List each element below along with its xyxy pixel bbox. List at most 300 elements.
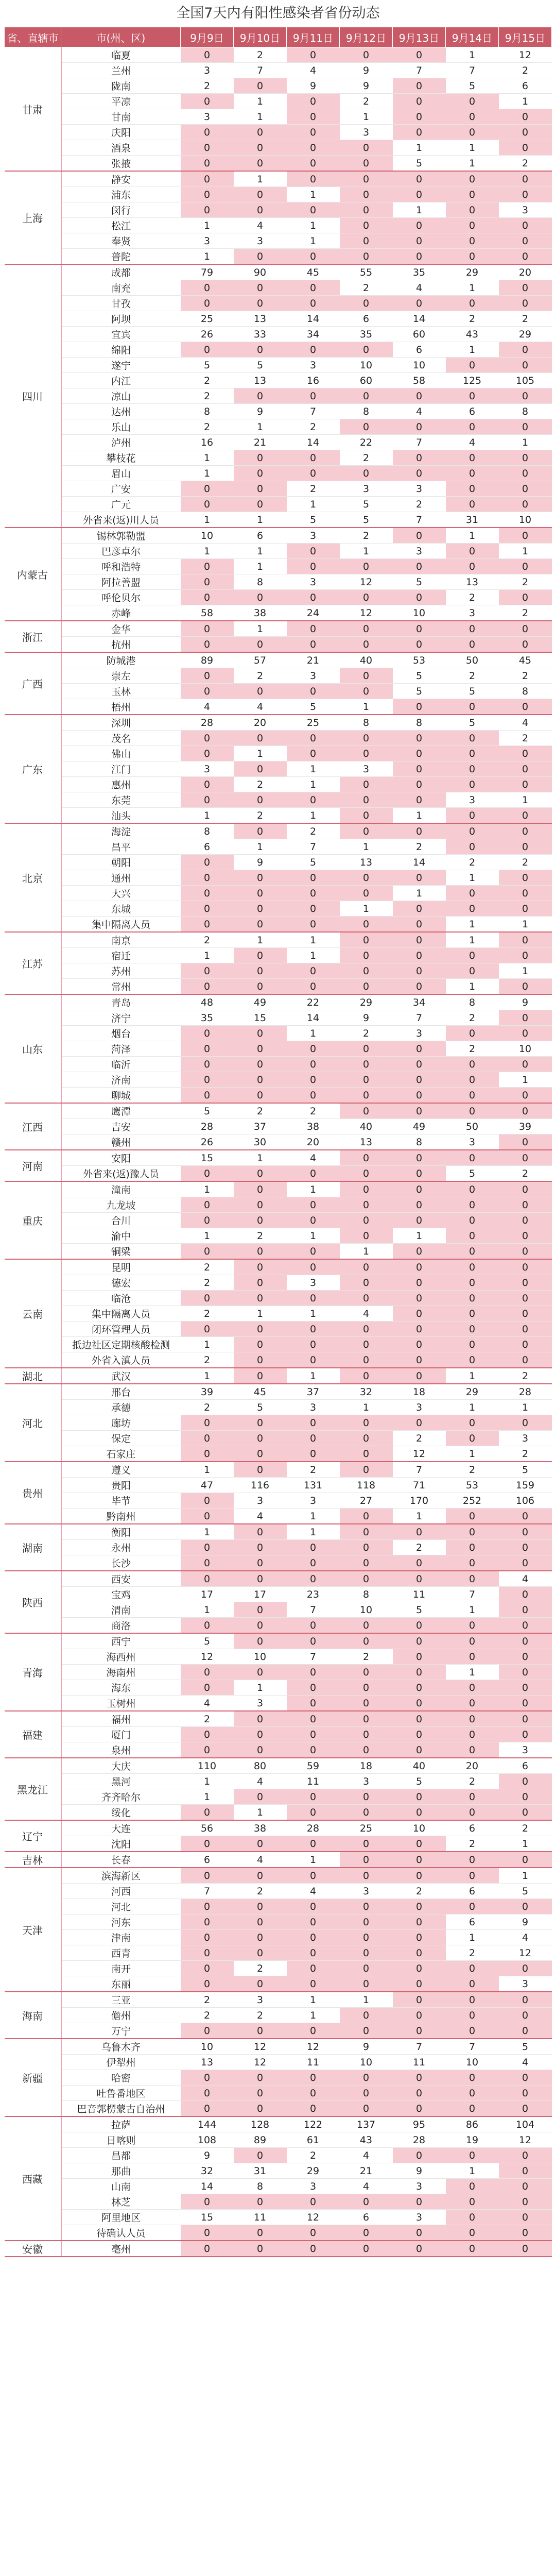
count-cell: 11 (287, 1774, 340, 1789)
table-row (5, 715, 552, 731)
table-row (5, 1758, 552, 1774)
count-cell: 14 (393, 311, 446, 327)
count-cell: 0 (181, 668, 234, 684)
count-cell: 0 (234, 450, 287, 466)
count-cell: 0 (181, 777, 234, 792)
count-cell: 5 (446, 78, 499, 94)
city-cell: 津南 (61, 1930, 181, 1945)
count-cell: 32 (181, 2163, 234, 2179)
count-cell: 0 (499, 1649, 552, 1665)
count-cell: 0 (181, 280, 234, 296)
table-row (5, 2194, 552, 2210)
city-cell: 茂名 (61, 731, 181, 746)
count-cell: 5 (393, 574, 446, 590)
count-cell: 0 (287, 1836, 340, 1852)
count-cell: 0 (446, 2225, 499, 2241)
count-cell: 0 (181, 746, 234, 761)
count-cell: 35 (340, 327, 393, 342)
count-cell: 0 (446, 218, 499, 233)
count-cell: 0 (287, 1555, 340, 1571)
count-cell: 11 (393, 1587, 446, 1602)
table-row (5, 746, 552, 761)
table-row (5, 1649, 552, 1665)
count-cell: 0 (446, 901, 499, 917)
city-cell: 济宁 (61, 1010, 181, 1026)
count-cell: 0 (499, 171, 552, 187)
count-cell: 0 (499, 839, 552, 855)
count-cell: 0 (499, 1321, 552, 1337)
table-row (5, 388, 552, 404)
count-cell: 0 (234, 1571, 287, 1587)
table-row (5, 2241, 552, 2257)
count-cell: 0 (499, 1696, 552, 1711)
count-cell: 24 (287, 605, 340, 621)
count-cell: 0 (340, 1446, 393, 1462)
count-cell: 2 (287, 419, 340, 435)
table-row (5, 574, 552, 590)
count-cell: 0 (340, 1868, 393, 1884)
count-cell: 8 (446, 994, 499, 1010)
city-cell: 临沂 (61, 1057, 181, 1072)
count-cell: 16 (287, 373, 340, 388)
count-cell: 1 (181, 1368, 234, 1384)
table-row (5, 2101, 552, 2117)
count-cell: 10 (340, 1602, 393, 1618)
province-cell: 内蒙古 (5, 528, 61, 621)
count-cell: 1 (181, 544, 234, 559)
count-cell: 0 (234, 1291, 287, 1306)
count-cell: 4 (446, 435, 499, 450)
count-cell: 1 (287, 948, 340, 963)
count-cell: 0 (446, 1352, 499, 1368)
count-cell: 13 (340, 855, 393, 870)
table-row (5, 1431, 552, 1446)
count-cell: 7 (393, 512, 446, 528)
count-cell: 5 (234, 358, 287, 373)
count-cell: 0 (234, 249, 287, 265)
count-cell: 7 (181, 1884, 234, 1899)
table-row (5, 1930, 552, 1945)
count-cell: 0 (340, 1789, 393, 1805)
count-cell: 43 (446, 327, 499, 342)
count-cell: 0 (393, 917, 446, 933)
count-cell: 0 (393, 1992, 446, 2008)
count-cell: 53 (393, 652, 446, 668)
count-cell: 2 (234, 47, 287, 63)
count-cell: 0 (340, 808, 393, 824)
count-cell: 1 (287, 932, 340, 948)
count-cell: 2 (181, 1711, 234, 1727)
count-cell: 0 (340, 1524, 393, 1540)
count-cell: 6 (499, 78, 552, 94)
count-cell: 0 (499, 481, 552, 497)
count-cell: 86 (446, 2116, 499, 2132)
count-cell: 0 (340, 1930, 393, 1945)
count-cell: 3 (393, 544, 446, 559)
count-cell: 4 (340, 2179, 393, 2194)
table-row (5, 2086, 552, 2101)
count-cell: 0 (234, 1976, 287, 1992)
count-cell: 0 (234, 731, 287, 746)
count-cell: 0 (446, 1899, 499, 1914)
city-cell: 拉萨 (61, 2116, 181, 2132)
count-cell: 12 (499, 47, 552, 63)
count-cell: 50 (446, 1119, 499, 1134)
count-cell: 2 (499, 1166, 552, 1182)
table-row (5, 2055, 552, 2070)
count-cell: 0 (340, 1961, 393, 1976)
count-cell: 0 (181, 296, 234, 311)
city-cell: 杭州 (61, 637, 181, 653)
city-cell: 东莞 (61, 792, 181, 808)
table-row (5, 1680, 552, 1696)
city-cell: 宜宾 (61, 327, 181, 342)
count-cell: 0 (234, 792, 287, 808)
count-cell: 0 (287, 1711, 340, 1727)
table-row (5, 1774, 552, 1789)
count-cell: 0 (340, 668, 393, 684)
count-cell: 89 (181, 652, 234, 668)
table-row (5, 264, 552, 280)
count-cell: 252 (446, 1493, 499, 1509)
count-cell: 0 (340, 917, 393, 933)
count-cell: 9 (340, 1010, 393, 1026)
count-cell: 0 (287, 917, 340, 933)
count-cell: 0 (446, 109, 499, 125)
count-cell: 0 (499, 2070, 552, 2086)
count-cell: 0 (181, 1805, 234, 1821)
table-row (5, 932, 552, 948)
city-cell: 泉州 (61, 1742, 181, 1758)
count-cell: 6 (340, 311, 393, 327)
count-cell: 0 (340, 1150, 393, 1166)
city-cell: 佛山 (61, 746, 181, 761)
count-cell: 0 (287, 296, 340, 311)
count-cell: 0 (393, 1088, 446, 1104)
count-cell: 0 (234, 1166, 287, 1182)
count-cell: 0 (446, 1026, 499, 1041)
table-row (5, 559, 552, 574)
count-cell: 0 (234, 590, 287, 605)
count-cell: 0 (234, 1727, 287, 1742)
count-cell: 0 (234, 125, 287, 140)
count-cell: 8 (234, 2179, 287, 2194)
city-cell: 外省入滇人员 (61, 1352, 181, 1368)
count-cell: 1 (287, 777, 340, 792)
count-cell: 0 (287, 2086, 340, 2101)
count-cell: 0 (499, 1352, 552, 1368)
count-cell: 0 (499, 559, 552, 574)
table-row (5, 2039, 552, 2055)
city-cell: 南京 (61, 932, 181, 948)
table-row (5, 823, 552, 839)
count-cell: 0 (340, 1540, 393, 1555)
count-cell: 0 (446, 1337, 499, 1352)
count-cell: 0 (287, 2101, 340, 2117)
count-cell: 1 (287, 808, 340, 824)
table-row (5, 1992, 552, 2008)
count-cell: 0 (393, 125, 446, 140)
count-cell: 0 (287, 1321, 340, 1337)
count-cell: 0 (446, 1571, 499, 1587)
count-cell: 0 (446, 419, 499, 435)
count-cell: 0 (340, 1259, 393, 1275)
count-cell: 0 (499, 1540, 552, 1555)
count-cell: 0 (181, 187, 234, 202)
count-cell: 0 (340, 1166, 393, 1182)
count-cell: 4 (393, 280, 446, 296)
city-cell: 武汉 (61, 1368, 181, 1384)
count-cell: 3 (499, 1976, 552, 1992)
count-cell: 0 (287, 2225, 340, 2241)
count-cell: 0 (393, 1868, 446, 1884)
count-cell: 2 (499, 311, 552, 327)
count-cell: 0 (234, 1072, 287, 1088)
table-row (5, 2132, 552, 2148)
count-cell: 0 (446, 2148, 499, 2163)
count-cell: 0 (340, 1914, 393, 1930)
count-cell: 0 (340, 1072, 393, 1088)
count-cell: 0 (181, 792, 234, 808)
count-cell: 0 (393, 1696, 446, 1711)
count-cell: 0 (181, 1727, 234, 1742)
count-cell: 0 (499, 777, 552, 792)
count-cell: 0 (446, 559, 499, 574)
count-cell: 0 (234, 1431, 287, 1446)
count-cell: 0 (499, 1291, 552, 1306)
count-cell: 0 (393, 450, 446, 466)
province-cell: 江苏 (5, 932, 61, 994)
count-cell: 0 (181, 1446, 234, 1462)
count-cell: 0 (287, 792, 340, 808)
table-row (5, 1462, 552, 1478)
table-row (5, 1633, 552, 1649)
count-cell: 0 (499, 1587, 552, 1602)
count-cell: 0 (287, 1166, 340, 1182)
count-cell: 0 (287, 171, 340, 187)
count-cell: 0 (446, 1213, 499, 1228)
count-cell: 1 (287, 218, 340, 233)
count-cell: 4 (340, 1306, 393, 1321)
count-cell: 2 (446, 1836, 499, 1852)
count-cell: 0 (340, 156, 393, 172)
count-cell: 0 (234, 156, 287, 172)
count-cell: 9 (499, 994, 552, 1010)
count-cell: 8 (499, 684, 552, 699)
count-cell: 23 (287, 1587, 340, 1602)
count-cell: 5 (393, 668, 446, 684)
count-cell: 1 (287, 1992, 340, 2008)
count-cell: 1 (499, 792, 552, 808)
count-cell: 0 (340, 777, 393, 792)
count-cell: 2 (287, 823, 340, 839)
count-cell: 0 (234, 1462, 287, 1478)
count-cell: 0 (446, 2086, 499, 2101)
count-cell: 11 (287, 2055, 340, 2070)
count-cell: 0 (234, 1742, 287, 1758)
count-cell: 45 (287, 264, 340, 280)
count-cell: 0 (234, 2225, 287, 2241)
table-row (5, 1026, 552, 1041)
count-cell: 1 (446, 979, 499, 995)
count-cell: 0 (340, 187, 393, 202)
table-row (5, 808, 552, 824)
table-row (5, 311, 552, 327)
city-cell: 亳州 (61, 2241, 181, 2257)
count-cell: 0 (287, 47, 340, 63)
count-cell: 12 (340, 605, 393, 621)
count-cell: 0 (234, 1275, 287, 1291)
count-cell: 0 (287, 1742, 340, 1758)
city-cell: 临沧 (61, 1291, 181, 1306)
count-cell: 0 (393, 1836, 446, 1852)
count-cell: 0 (499, 1306, 552, 1321)
count-cell: 9 (393, 2163, 446, 2179)
count-cell: 0 (181, 2194, 234, 2210)
count-cell: 2 (340, 94, 393, 109)
count-cell: 0 (340, 637, 393, 653)
count-cell: 0 (393, 2148, 446, 2163)
city-cell: 安阳 (61, 1150, 181, 1166)
city-cell: 邢台 (61, 1384, 181, 1400)
count-cell: 0 (340, 218, 393, 233)
city-cell: 乌鲁木齐 (61, 2039, 181, 2055)
count-cell: 0 (499, 1509, 552, 1524)
city-cell: 渭南 (61, 1602, 181, 1618)
city-cell: 黔南州 (61, 1509, 181, 1524)
count-cell: 0 (234, 1368, 287, 1384)
count-cell: 0 (499, 2194, 552, 2210)
count-cell: 28 (287, 1820, 340, 1836)
table-row (5, 1961, 552, 1976)
count-cell: 28 (181, 1119, 234, 1134)
count-cell: 8 (181, 404, 234, 419)
count-cell: 0 (234, 901, 287, 917)
count-cell: 0 (340, 1213, 393, 1228)
count-cell: 0 (181, 979, 234, 995)
count-cell: 7 (393, 1462, 446, 1478)
count-cell: 2 (181, 1259, 234, 1275)
count-cell: 0 (446, 1868, 499, 1884)
count-cell: 0 (340, 47, 393, 63)
count-cell: 5 (287, 855, 340, 870)
count-cell: 0 (181, 140, 234, 156)
count-cell: 0 (181, 1945, 234, 1961)
count-cell: 0 (393, 1150, 446, 1166)
count-cell: 0 (393, 2194, 446, 2210)
province-cell: 四川 (5, 264, 61, 528)
city-cell: 东城 (61, 901, 181, 917)
count-cell: 0 (234, 1415, 287, 1431)
count-cell: 0 (234, 1057, 287, 1072)
count-cell: 2 (393, 1540, 446, 1555)
count-cell: 0 (340, 1852, 393, 1868)
count-cell: 9 (340, 78, 393, 94)
infection-table (4, 27, 552, 2257)
count-cell: 0 (340, 870, 393, 886)
count-cell: 2 (181, 373, 234, 388)
count-cell: 1 (287, 1524, 340, 1540)
count-cell: 0 (499, 2101, 552, 2117)
count-cell: 5 (393, 156, 446, 172)
count-cell: 0 (393, 528, 446, 544)
count-cell: 0 (499, 761, 552, 777)
table-row (5, 2070, 552, 2086)
count-cell: 0 (181, 342, 234, 358)
count-cell: 12 (181, 1649, 234, 1665)
count-cell: 0 (393, 1197, 446, 1213)
table-row (5, 358, 552, 373)
count-cell: 5 (446, 715, 499, 731)
city-cell: 赣州 (61, 1134, 181, 1150)
city-cell: 齐齐哈尔 (61, 1789, 181, 1805)
city-cell: 德宏 (61, 1275, 181, 1291)
count-cell: 1 (446, 47, 499, 63)
count-cell: 0 (446, 1992, 499, 2008)
province-cell: 北京 (5, 823, 61, 932)
count-cell: 0 (499, 2148, 552, 2163)
city-cell: 呼伦贝尔 (61, 590, 181, 605)
count-cell: 0 (393, 823, 446, 839)
count-cell: 1 (181, 948, 234, 963)
count-cell: 0 (287, 156, 340, 172)
city-cell: 外省来(返)川人员 (61, 512, 181, 528)
table-row (5, 2008, 552, 2023)
count-cell: 0 (234, 948, 287, 963)
count-cell: 0 (393, 1259, 446, 1275)
count-cell: 3 (340, 1884, 393, 1899)
count-cell: 13 (234, 373, 287, 388)
count-cell: 2 (499, 668, 552, 684)
province-cell: 上海 (5, 171, 61, 264)
table-row (5, 963, 552, 979)
count-cell: 3 (287, 2179, 340, 2194)
count-cell: 5 (446, 684, 499, 699)
count-cell: 0 (234, 497, 287, 512)
count-cell: 1 (181, 249, 234, 265)
count-cell: 0 (340, 1680, 393, 1696)
count-cell: 0 (393, 233, 446, 249)
count-cell: 0 (499, 218, 552, 233)
count-cell: 4 (499, 1571, 552, 1587)
city-cell: 吐鲁番地区 (61, 2086, 181, 2101)
count-cell: 0 (393, 1275, 446, 1291)
count-cell: 1 (234, 1150, 287, 1166)
count-cell: 5 (446, 1166, 499, 1182)
table-row (5, 2179, 552, 2194)
count-cell: 0 (499, 1555, 552, 1571)
table-row (5, 1493, 552, 1509)
city-cell: 福州 (61, 1711, 181, 1727)
count-cell: 0 (499, 1213, 552, 1228)
count-cell: 0 (340, 963, 393, 979)
province-cell: 重庆 (5, 1181, 61, 1259)
count-cell: 0 (446, 746, 499, 761)
count-cell: 5 (393, 1774, 446, 1789)
city-cell: 攀枝花 (61, 450, 181, 466)
count-cell: 2 (446, 590, 499, 605)
count-cell: 2 (340, 280, 393, 296)
count-cell: 0 (234, 1914, 287, 1930)
table-row (5, 1524, 552, 1540)
table-row (5, 1400, 552, 1415)
table-row (5, 2210, 552, 2225)
city-cell: 绵阳 (61, 342, 181, 358)
count-cell: 2 (181, 388, 234, 404)
count-cell: 0 (181, 590, 234, 605)
province-cell: 西藏 (5, 2116, 61, 2241)
count-cell: 1 (234, 1805, 287, 1821)
